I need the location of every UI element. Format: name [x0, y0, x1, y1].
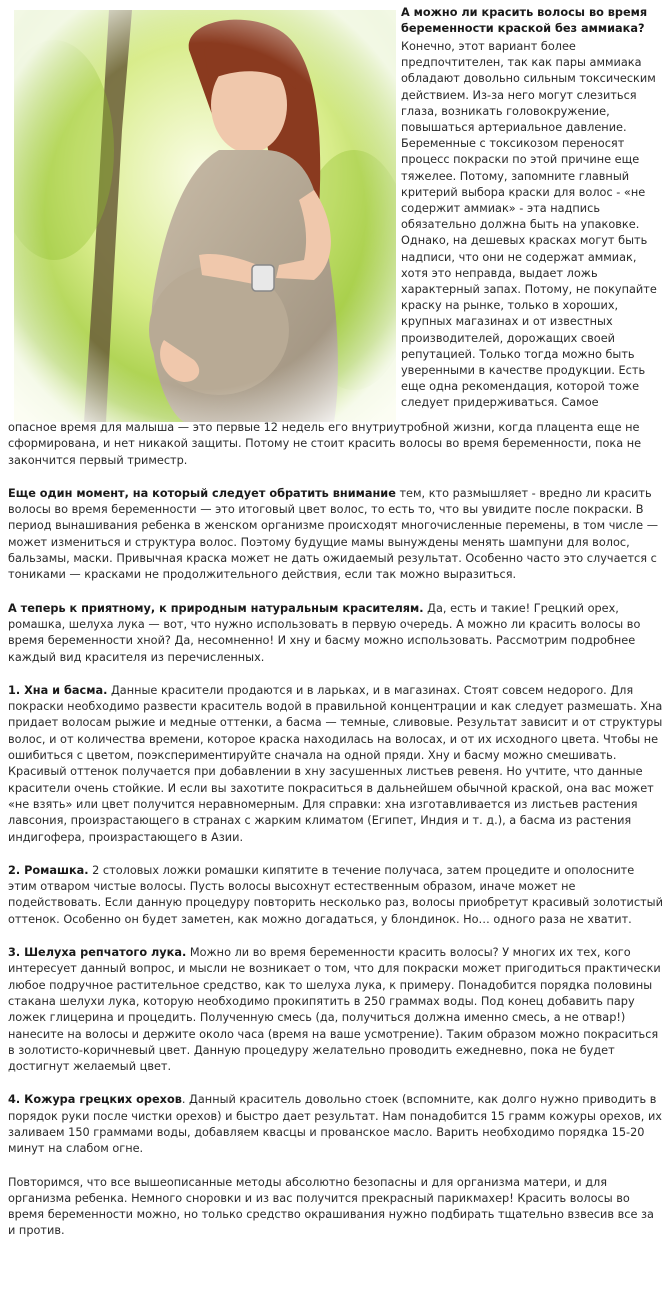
paragraph-henna-lead: 1. Хна и басма.	[8, 683, 108, 697]
paragraph-2-text: Да, есть и такие! Грецкий орех, ромашка, шелуха лука — вот, что нужно использовать в первую очередь. А можно ли красить волосы во время беременности хной? Да, несомненно! И хну и басму можно использовать. Рассмотрим подробнее каждый вид красителя из перечисленных.	[8, 601, 641, 664]
paragraph-chamomile-text: 2 столовых ложки ромашки кипятите в течение получаса, затем процедите и ополосните этим отваром чистые волосы. Пусть волосы высохнут естественным образом, иначе может не подействовать. Если данную процедуру повторить несколько раз, волосы приобретут красивый золотистый оттенок. Особенно он будет заметен, как можно догадаться, у блондинок. Но… одного раза не хватит.	[8, 863, 663, 926]
paragraph-2	[8, 601, 664, 666]
paragraph-conclusion	[8, 1175, 664, 1240]
paragraph-onion-lead: 3. Шелуха репчатого лука.	[8, 946, 187, 960]
paragraph-walnut	[8, 1092, 664, 1157]
paragraph-1	[8, 486, 664, 584]
paragraph-onion	[8, 945, 664, 1075]
section-heading: А можно ли красить волосы во время беременности краской без аммиака?	[401, 6, 648, 35]
paragraph-1-lead: Еще один момент, на который следует обратить внимание	[8, 486, 396, 500]
side-paragraph: Конечно, этот вариант более предпочтителен, так как пары аммиака обладают довольно сильным токсическим действием. Из-за него могут слезиться глаза, возникать головокружение, повышаться артериальное давление. Беременные с токсикозом переносят процесс покраски по этой причине еще тяжелее. Потому, запомните главный критерий выбора краски для волос - «не содержит аммиак» - эта надпись обязательно должна быть на упаковке. Однако, на дешевых красках могут быть надписи, что они не содержат аммиак, хотя это неправда, выдает ложь характерный запах. Потому, не покупайте краску на рынке, только в хороших, крупных магазинах и от известных производителей, дорожащих своей репутацией. Только тогда можно быть уверенными в качестве продукции. Есть еще одна рекомендация, которой тоже следует придерживаться. Самое	[401, 40, 657, 410]
paragraph-1-text: тем, кто размышляет - вредно ли красить волосы во время беременности — это итоговый цвет волос, то есть то, что вы увидите после покраски. В период вынашивания ребенка в женском организме происходят многочисленные перемены, в том числе — может измениться и структура волос. Поэтому будущие мамы вынуждены менять шампуни для волос, бальзамы, маски. Привычная краска может не дать ожидаемый результат. Особенно часто это случается с тониками — красками не продолжительного действия, если так можно выразиться.	[8, 486, 658, 582]
side-column	[401, 5, 663, 412]
paragraph-onion-text: Можно ли во время беременности красить волосы? У многих их тех, кого интересует данный вопрос, и мысли не возникает о том, что для покраски может пригодиться практически любое подручное растительное средство, как то шелуха лука, к примеру. Понадобится порядка половины стакана шелухи лука, которую необходимо прокипятить в 250 граммах воды. Под конец добавить пару ложек глицерина и процедить. Полученную смесь (да, получиться должна именно смесь, а не отвар!) нанесите на волосы и держите около часа (время на ваше усмотрение). Таким образом можно покраситься в золотисто-коричневый цвет. Данную процедуру желательно проводить ежедневно, пока не будет достигнут желаемый цвет.	[8, 946, 661, 1074]
article-body	[8, 420, 664, 1257]
paragraph-henna	[8, 683, 664, 846]
photo-illustration	[14, 10, 396, 422]
paragraph-2-lead: А теперь к приятному, к природным натуральным красителям.	[8, 601, 424, 615]
paragraph-chamomile-lead: 2. Ромашка.	[8, 863, 89, 877]
paragraph-conclusion-text: Повторимся, что все вышеописанные методы абсолютно безопасны и для организма матери, и для организма ребенка. Немного сноровки и из вас получится прекрасный парикмахер! Красить волосы во время беременности можно, но только средство окрашивания нужно подбирать тщательно взвесив все за и против.	[8, 1175, 654, 1238]
paragraph-chamomile	[8, 863, 664, 928]
continuation-paragraph: опасное время для малыша — это первые 12 недель его внутриутробной жизни, когда плацента еще не сформирована, и нет никакой защиты. Потому не стоит красить волосы во время беременности, пока не закончится первый триместр.	[8, 421, 642, 467]
paragraph-walnut-text: . Данный краситель довольно стоек (вспомните, как долго нужно приводить в порядок руки после чистки орехов) и быстро дает результат. Нам понадобится 15 грамм кожуры орехов, их заливаем 150 граммами воды, добавляем квасцы и прованское масло. Варить необходимо порядка 15-20 минут на слабом огне.	[8, 1093, 662, 1156]
paragraph-henna-text: Данные красители продаются и в ларьках, и в магазинах. Стоят совсем недорого. Для покраски необходимо развести краситель водой в правильной концентрации и как следует размешать. Хна придает волосам рыжие и медные оттенки, а басма — темные, сливовые. Результат зависит и от структуры волос, и от количества времени, которое краска находилась на волосах, и от их исходного цвета. Чтобы не ошибиться с цветом, поэкспериментируйте сначала на одной пряди. Хну и басму можно смешивать. Красивый оттенок получается при добавлении в хну засушенных листьев ревеня. Но учтите, что данные красители очень стойкие. И если вы захотите покраситься в дальнейшем обычной краской, она вас может «не взять» или цвет получится неравномерным. Для справки: хна изготавливается из листьев растения лавсония, произрастающего в странах с жарким климатом (Египет, Индия и т. д.), а басма из растения индигофера, произрастающего в Азии.	[8, 683, 663, 844]
pregnant-woman-photo	[14, 10, 396, 422]
paragraph-walnut-lead: 4. Кожура грецких орехов	[8, 1093, 182, 1107]
